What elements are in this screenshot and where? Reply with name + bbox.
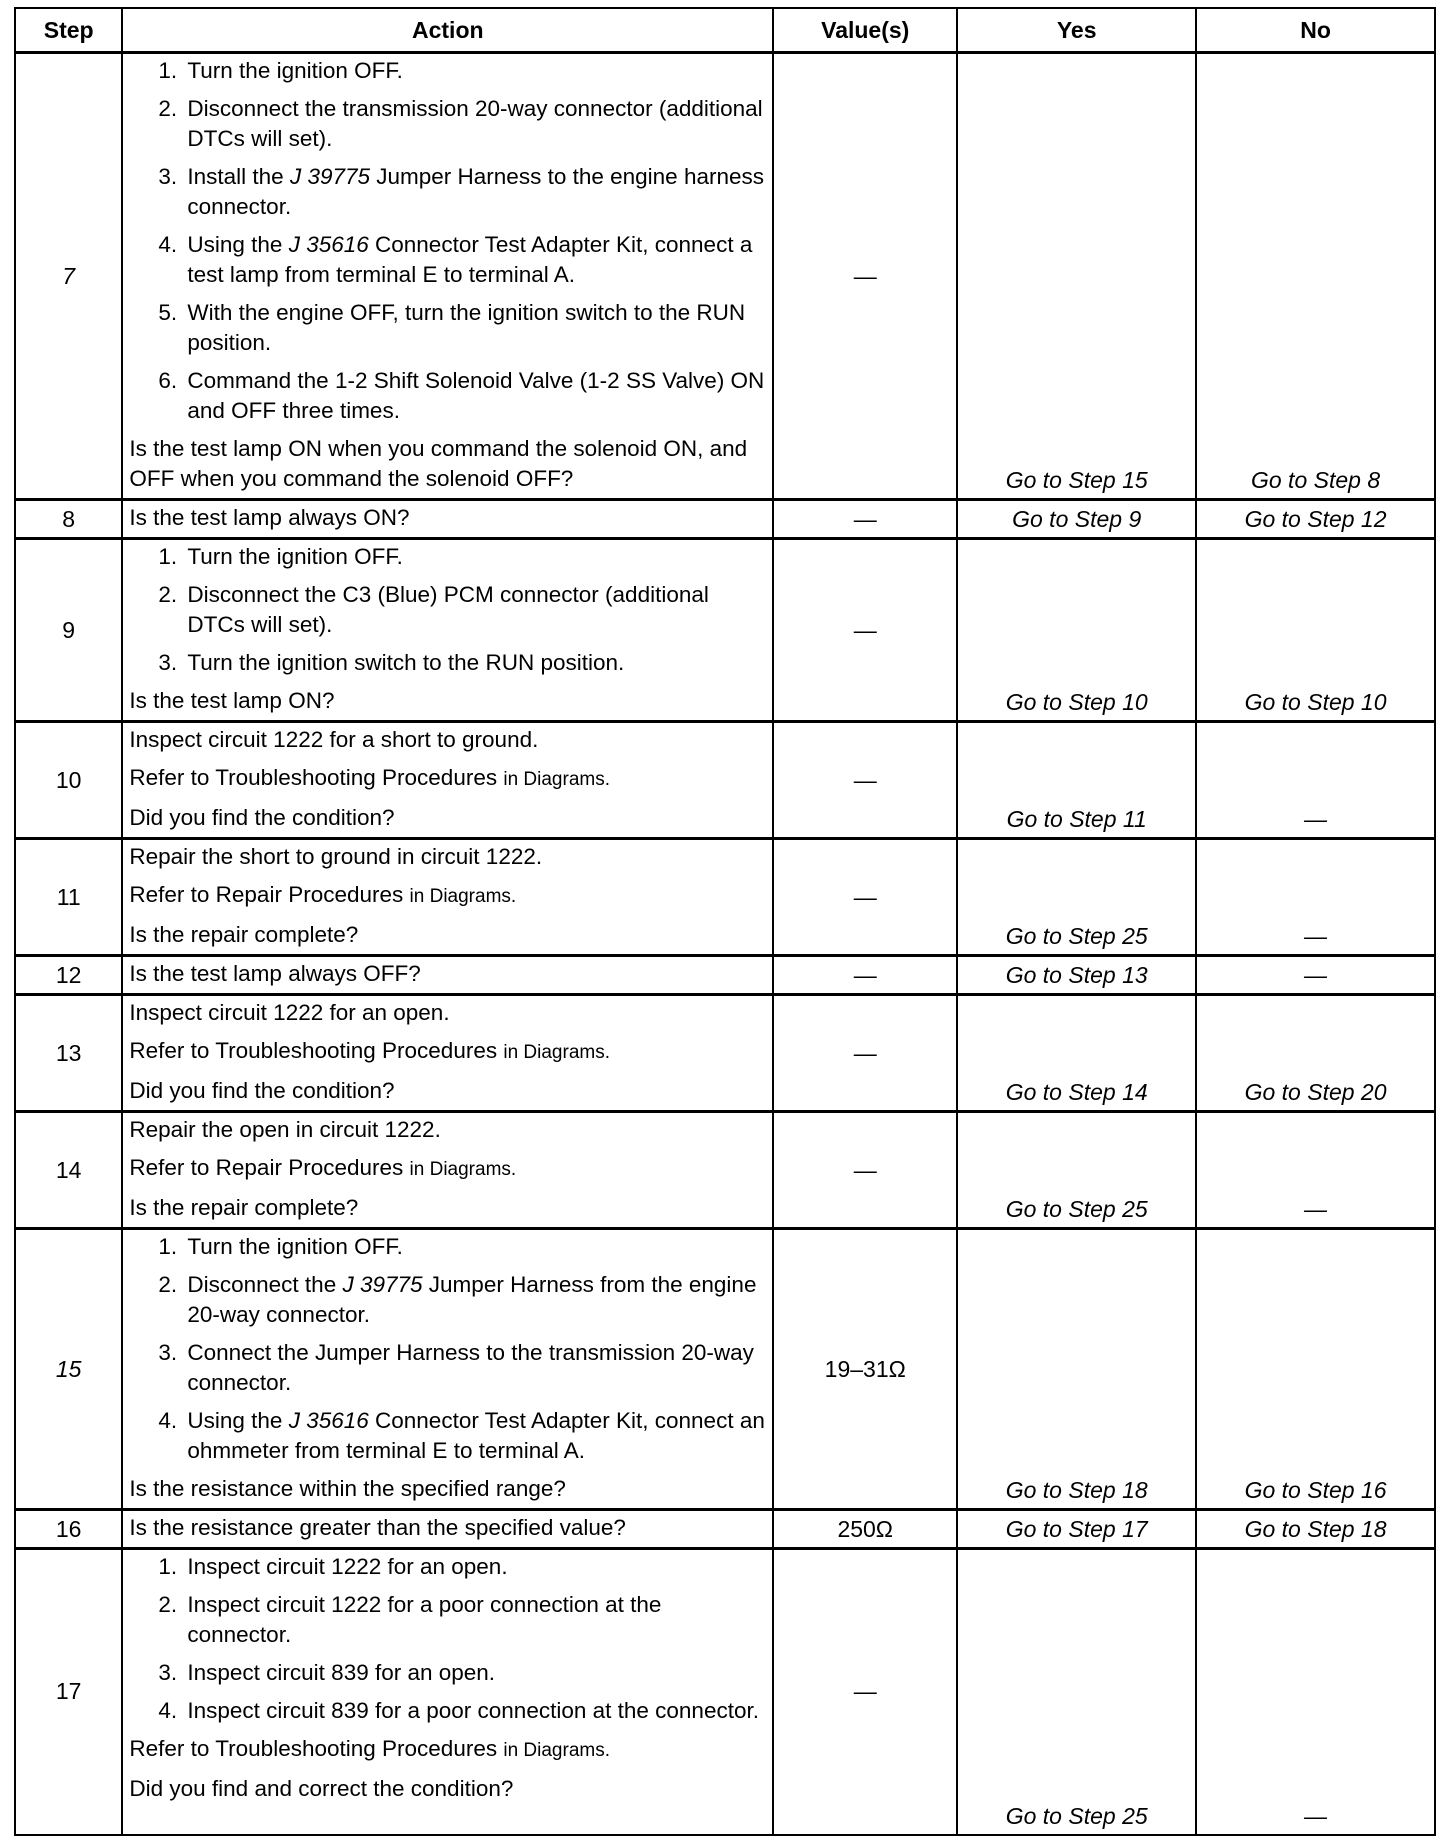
procedure-item bbox=[183, 56, 766, 86]
yes-result: Go to Step 14 bbox=[957, 995, 1196, 1112]
step-number: 13 bbox=[15, 995, 122, 1112]
yes-result: Go to Step 25 bbox=[957, 1112, 1196, 1229]
procedure-item bbox=[183, 648, 766, 678]
question-text: Is the repair complete? bbox=[129, 1195, 359, 1220]
reference-suffix: in Diagrams. bbox=[409, 1159, 517, 1180]
procedure-text: Connector Test Adapter Kit, connect a test lamp from terminal E to terminal A. bbox=[187, 232, 753, 287]
question-text: Is the test lamp ON? bbox=[129, 688, 335, 713]
procedure-text: Turn the ignition OFF. bbox=[187, 58, 403, 83]
procedure-list bbox=[129, 1232, 766, 1466]
value-cell: — bbox=[773, 839, 957, 956]
step-number: 15 bbox=[15, 1229, 122, 1510]
action-cell bbox=[122, 1549, 773, 1835]
no-result: — bbox=[1196, 722, 1435, 839]
action-cell bbox=[122, 1112, 773, 1229]
no-result: Go to Step 10 bbox=[1196, 539, 1435, 722]
action-text: Repair the short to ground in circuit 1222. bbox=[129, 844, 543, 869]
header-action: Action bbox=[122, 8, 773, 53]
procedure-item bbox=[183, 580, 766, 640]
value-cell: 19–31Ω bbox=[773, 1229, 957, 1510]
action-cell bbox=[122, 1510, 773, 1549]
procedure-item bbox=[183, 1338, 766, 1398]
yes-result: Go to Step 13 bbox=[957, 956, 1196, 995]
table-row bbox=[15, 1510, 1435, 1549]
header-yes: Yes bbox=[957, 8, 1196, 53]
question-text: Is the resistance greater than the specified value? bbox=[129, 1515, 626, 1540]
action-cell bbox=[122, 722, 773, 839]
question-text: Is the test lamp ON when you command the solenoid ON, and OFF when you command the solenoid OFF? bbox=[129, 436, 748, 491]
table-row bbox=[15, 839, 1435, 956]
reference-text: Refer to Repair Procedures bbox=[129, 1155, 404, 1180]
value-cell: — bbox=[773, 1112, 957, 1229]
procedure-text: Inspect circuit 839 for a poor connection at the connector. bbox=[187, 1698, 759, 1723]
yes-result: Go to Step 25 bbox=[957, 839, 1196, 956]
reference-line bbox=[129, 763, 766, 795]
procedure-item bbox=[183, 1590, 766, 1650]
question-text: Did you find and correct the condition? bbox=[129, 1776, 514, 1801]
procedure-item bbox=[183, 1696, 766, 1726]
step-number: 14 bbox=[15, 1112, 122, 1229]
action-cell bbox=[122, 500, 773, 539]
reference-text: Refer to Troubleshooting Procedures bbox=[129, 1038, 498, 1063]
action-text: Inspect circuit 1222 for an open. bbox=[129, 1000, 450, 1025]
procedure-text: Disconnect the C3 (Blue) PCM connector (additional DTCs will set). bbox=[187, 582, 709, 637]
question-text: Is the resistance within the specified range? bbox=[129, 1476, 566, 1501]
question-text: Did you find the condition? bbox=[129, 1078, 395, 1103]
table-row bbox=[15, 53, 1435, 500]
reference-suffix: in Diagrams. bbox=[503, 769, 611, 790]
no-result: Go to Step 8 bbox=[1196, 53, 1435, 500]
yes-result: Go to Step 11 bbox=[957, 722, 1196, 839]
step-number: 12 bbox=[15, 956, 122, 995]
reference-text: Refer to Repair Procedures bbox=[129, 882, 404, 907]
no-result: — bbox=[1196, 1112, 1435, 1229]
step-number: 8 bbox=[15, 500, 122, 539]
procedure-item bbox=[183, 162, 766, 222]
header-no: No bbox=[1196, 8, 1435, 53]
procedure-text: Connector Test Adapter Kit, connect an ohmmeter from terminal E to terminal A. bbox=[187, 1408, 765, 1463]
question-text: Did you find the condition? bbox=[129, 805, 395, 830]
tool-number: J 39775 bbox=[342, 1272, 423, 1297]
procedure-text: Disconnect the bbox=[187, 1272, 343, 1297]
table-row bbox=[15, 995, 1435, 1112]
no-result: Go to Step 18 bbox=[1196, 1510, 1435, 1549]
step-number: 11 bbox=[15, 839, 122, 956]
no-result: — bbox=[1196, 1549, 1435, 1835]
value-cell: — bbox=[773, 722, 957, 839]
action-text: Repair the open in circuit 1222. bbox=[129, 1117, 441, 1142]
step-number: 16 bbox=[15, 1510, 122, 1549]
value-cell: — bbox=[773, 995, 957, 1112]
yes-result: Go to Step 15 bbox=[957, 53, 1196, 500]
reference-text: Refer to Troubleshooting Procedures bbox=[129, 765, 498, 790]
reference-suffix: in Diagrams. bbox=[503, 1042, 611, 1063]
yes-result: Go to Step 18 bbox=[957, 1229, 1196, 1510]
action-cell bbox=[122, 539, 773, 722]
procedure-text: Inspect circuit 839 for an open. bbox=[187, 1660, 496, 1685]
value-cell: — bbox=[773, 53, 957, 500]
tool-number: J 35616 bbox=[288, 1408, 369, 1433]
value-cell: — bbox=[773, 956, 957, 995]
action-cell bbox=[122, 995, 773, 1112]
procedure-text: Using the bbox=[187, 1408, 289, 1433]
procedure-text: Command the 1-2 Shift Solenoid Valve (1-2 SS Valve) ON and OFF three times. bbox=[187, 368, 765, 423]
table-row bbox=[15, 722, 1435, 839]
procedure-text: Turn the ignition OFF. bbox=[187, 1234, 403, 1259]
value-cell: — bbox=[773, 539, 957, 722]
question-text: Is the test lamp always ON? bbox=[129, 505, 410, 530]
yes-result: Go to Step 17 bbox=[957, 1510, 1196, 1549]
procedure-text: Jumper Harness to the engine harness connector. bbox=[187, 164, 764, 219]
procedure-text: Connect the Jumper Harness to the transmission 20-way connector. bbox=[187, 1340, 754, 1395]
no-result: — bbox=[1196, 956, 1435, 995]
procedure-text: Inspect circuit 1222 for an open. bbox=[187, 1554, 508, 1579]
reference-suffix: in Diagrams. bbox=[409, 886, 517, 907]
reference-line bbox=[129, 1153, 766, 1185]
procedure-item bbox=[183, 1232, 766, 1262]
procedure-text: Install the bbox=[187, 164, 290, 189]
procedure-list bbox=[129, 1552, 766, 1726]
reference-line bbox=[129, 880, 766, 912]
procedure-text: Inspect circuit 1222 for a poor connection at the connector. bbox=[187, 1592, 662, 1647]
no-result: Go to Step 16 bbox=[1196, 1229, 1435, 1510]
action-cell bbox=[122, 956, 773, 995]
table-row bbox=[15, 500, 1435, 539]
procedure-text: Turn the ignition OFF. bbox=[187, 544, 403, 569]
table-header-row bbox=[15, 8, 1435, 53]
action-cell bbox=[122, 1229, 773, 1510]
reference-line bbox=[129, 1734, 766, 1766]
table-row bbox=[15, 956, 1435, 995]
no-result: — bbox=[1196, 839, 1435, 956]
tool-number: J 35616 bbox=[288, 232, 369, 257]
procedure-text: Turn the ignition switch to the RUN position. bbox=[187, 650, 625, 675]
procedure-item bbox=[183, 1658, 766, 1688]
table-row bbox=[15, 1549, 1435, 1835]
table-row bbox=[15, 539, 1435, 722]
value-cell: 250Ω bbox=[773, 1510, 957, 1549]
procedure-item bbox=[183, 1270, 766, 1330]
procedure-item bbox=[183, 298, 766, 358]
action-cell bbox=[122, 839, 773, 956]
procedure-list bbox=[129, 542, 766, 678]
step-number: 9 bbox=[15, 539, 122, 722]
question-text: Is the test lamp always OFF? bbox=[129, 961, 421, 986]
header-step: Step bbox=[15, 8, 122, 53]
tool-number: J 39775 bbox=[289, 164, 371, 189]
yes-result: Go to Step 25 bbox=[957, 1549, 1196, 1835]
procedure-list bbox=[129, 56, 766, 426]
table-row bbox=[15, 1229, 1435, 1510]
reference-suffix: in Diagrams. bbox=[503, 1740, 611, 1761]
procedure-item bbox=[183, 542, 766, 572]
value-cell: — bbox=[773, 500, 957, 539]
procedure-item bbox=[183, 366, 766, 426]
procedure-text: With the engine OFF, turn the ignition switch to the RUN position. bbox=[187, 300, 746, 355]
action-text: Inspect circuit 1222 for a short to ground. bbox=[129, 727, 539, 752]
reference-text: Refer to Troubleshooting Procedures bbox=[129, 1736, 498, 1761]
procedure-item bbox=[183, 1552, 766, 1582]
step-number: 17 bbox=[15, 1549, 122, 1835]
value-cell: — bbox=[773, 1549, 957, 1835]
diagnostic-table bbox=[14, 7, 1436, 1836]
procedure-item bbox=[183, 94, 766, 154]
question-text: Is the repair complete? bbox=[129, 922, 359, 947]
procedure-text: Jumper Harness from the engine 20-way connector. bbox=[187, 1272, 757, 1327]
no-result: Go to Step 20 bbox=[1196, 995, 1435, 1112]
header-values: Value(s) bbox=[773, 8, 957, 53]
step-number: 7 bbox=[15, 53, 122, 500]
procedure-text: Using the bbox=[187, 232, 289, 257]
no-result: Go to Step 12 bbox=[1196, 500, 1435, 539]
procedure-text: Disconnect the transmission 20-way connector (additional DTCs will set). bbox=[187, 96, 763, 151]
step-number: 10 bbox=[15, 722, 122, 839]
reference-line bbox=[129, 1036, 766, 1068]
procedure-item bbox=[183, 230, 766, 290]
procedure-item bbox=[183, 1406, 766, 1466]
table-row bbox=[15, 1112, 1435, 1229]
yes-result: Go to Step 9 bbox=[957, 500, 1196, 539]
action-cell bbox=[122, 53, 773, 500]
yes-result: Go to Step 10 bbox=[957, 539, 1196, 722]
